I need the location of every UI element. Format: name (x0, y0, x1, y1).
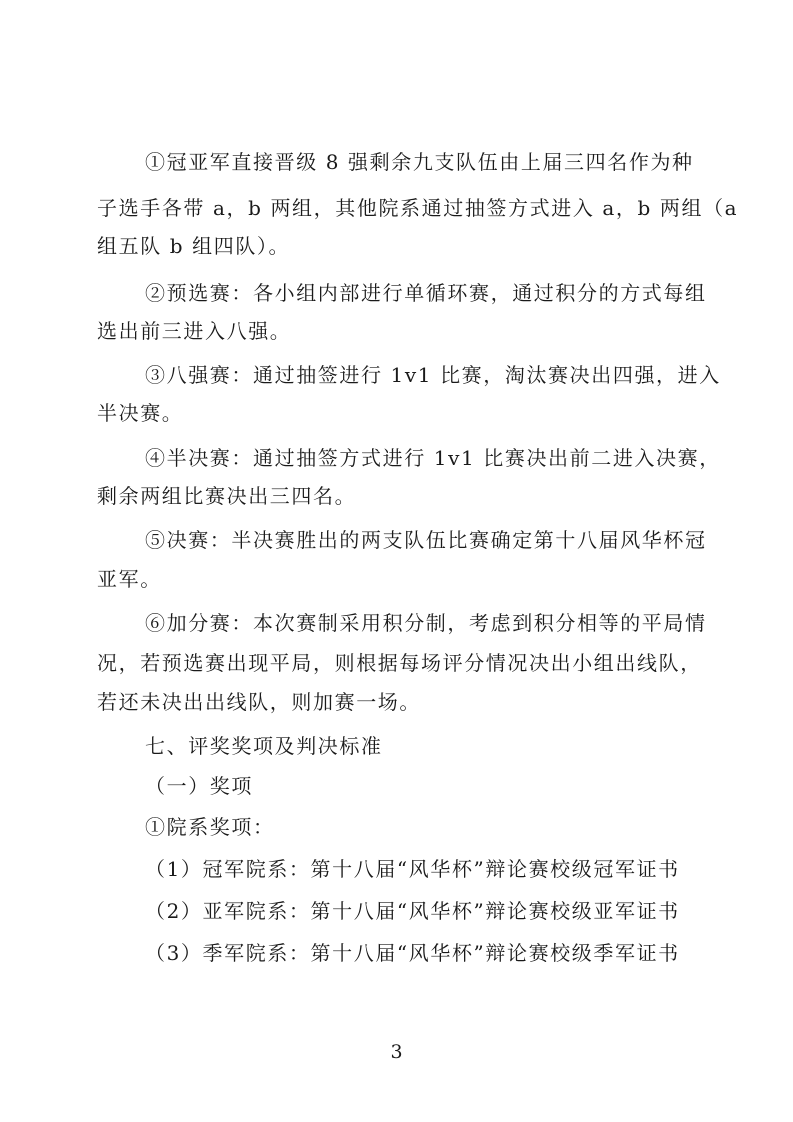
paragraph-tiebreak-line-1: ⑥加分赛：本次赛制采用积分制，考虑到积分相等的平局情 (145, 611, 707, 635)
page-number: 3 (390, 1041, 403, 1063)
paragraph-seeding-line-2: 子选手各带 a，b 两组，其他院系通过抽签方式进入 a，b 两组（a (97, 196, 739, 220)
paragraph-preliminary-line-1: ②预选赛：各小组内部进行单循环赛，通过积分的方式每组 (145, 281, 707, 305)
section-heading-awards: 七、评奖奖项及判决标准 (145, 734, 383, 758)
paragraph-quarterfinal-line-2: 半决赛。 (97, 401, 184, 425)
paragraph-semifinal-line-2: 剩余两组比赛决出三四名。 (97, 484, 357, 508)
paragraph-final-line-1: ⑤决赛：半决赛胜出的两支队伍比赛确定第十八届风华杯冠 (145, 528, 707, 552)
paragraph-seeding-line-3: 组五队 b 组四队）。 (97, 234, 291, 258)
prize-item-champion: （1）冠军院系：第十八届“风华杯”辩论赛校级冠军证书 (145, 857, 680, 881)
paragraph-quarterfinal-line-1: ③八强赛：通过抽签进行 1v1 比赛，淘汰赛决出四强，进入 (145, 363, 721, 387)
list-heading-department-prizes: ①院系奖项： (145, 815, 275, 839)
paragraph-preliminary-line-2: 选出前三进入八强。 (97, 319, 292, 343)
paragraph-final-line-2: 亚军。 (97, 567, 162, 591)
paragraph-semifinal-line-1: ④半决赛：通过抽签方式进行 1v1 比赛决出前二进入决赛， (145, 446, 721, 470)
paragraph-tiebreak-line-3: 若还未决出出线队，则加赛一场。 (97, 690, 421, 714)
subsection-heading-prizes: （一）奖项 (145, 774, 253, 798)
prize-item-runner-up: （2）亚军院系：第十八届“风华杯”辩论赛校级亚军证书 (145, 899, 680, 923)
paragraph-seeding-line-1: ①冠亚军直接晋级 8 强剩余九支队伍由上届三四名作为种 (145, 150, 694, 174)
paragraph-tiebreak-line-2: 况，若预选赛出现平局，则根据每场评分情况决出小组出线队， (97, 651, 702, 675)
prize-item-third-place: （3）季军院系：第十八届“风华杯”辩论赛校级季军证书 (145, 941, 680, 965)
